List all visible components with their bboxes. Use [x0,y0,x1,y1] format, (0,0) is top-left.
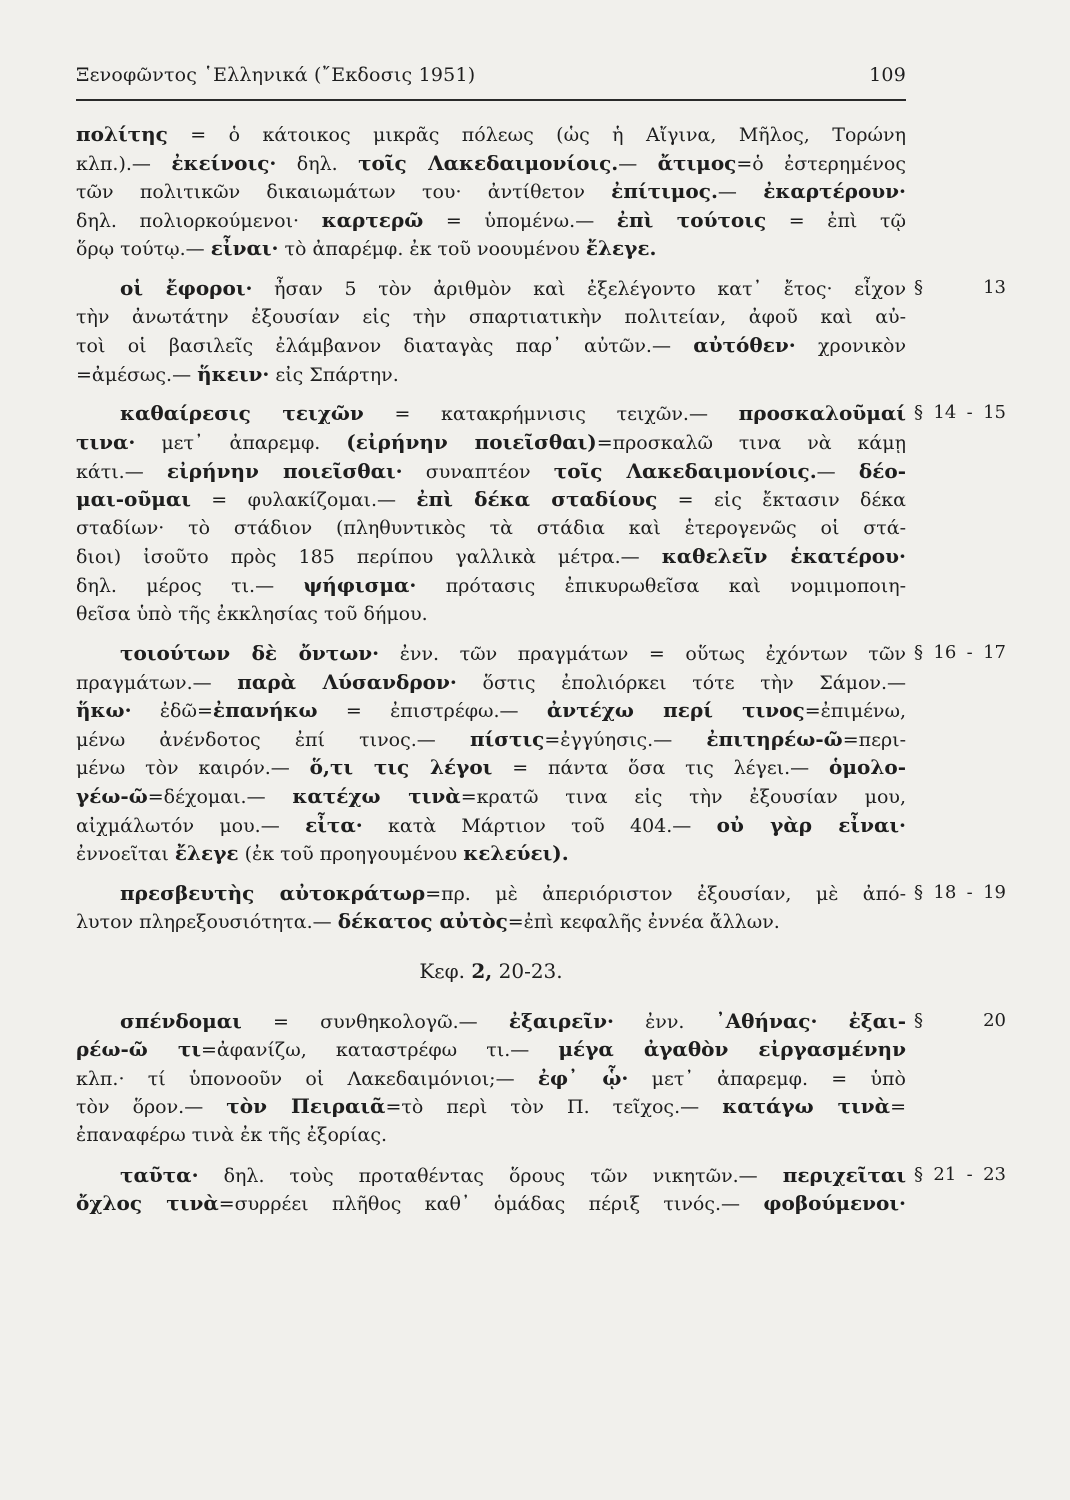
section-marker: § 20 [914,1009,1006,1031]
text-line [76,725,906,754]
text-line [76,753,906,782]
line-text: δηλ. πολιορκούμενοι· καρτερῶ = ὑπομένω.— ἐπὶ τούτοις = ἐπὶ τῷ [76,207,906,232]
header-rule [76,99,906,101]
section-marker: § 18 - 19 [914,881,1006,903]
chapter-heading [76,957,906,986]
line-text: καθαίρεσις τειχῶν = κατακρήμνισις τειχῶν.— προσκαλοῦμαί [120,401,906,426]
line-text: =ἀμέσως.— ἥκειν· εἰς Σπάρτην. [76,361,399,386]
section-marker: § 14 - 15 [914,402,1006,424]
line-text: διοι) ἰσοῦτο πρὸς 185 περίπου γαλλικὰ μέτρα.— καθελεῖν ἑκατέρου· [76,544,906,569]
text-line [76,457,906,486]
line-text: θεῖσα ὑπὸ τῆς ἐκκλησίας τοῦ δήμου. [76,602,428,625]
line-text: ἥκω· ἐδῶ=ἐπανήκω = ἐπιστρέφω.— ἀντέχω περί τινος=ἐπιμένω, [76,698,907,723]
text-line [76,331,906,360]
page-number: 109 [869,64,906,86]
line-text: τὴν ἀνωτάτην ἐξουσίαν εἰς τὴν σπαρτιατικὴν πολιτείαν, ἀφοῦ καὶ αὐ- [76,305,906,328]
text-line [76,485,906,514]
text-line [76,177,906,206]
line-text: πραγμάτων.— παρὰ Λύσανδρον· ὅστις ἐπολιόρκει τότε τὴν Σάμον.— [76,669,906,694]
section-marker: § 21 - 23 [914,1163,1006,1185]
text-line [76,1121,906,1150]
line-text: ταῦτα· δηλ. τοὺς προταθέντας ὅρους τῶν νικητῶν.— περιχεῖται [120,1162,906,1187]
running-header [76,64,906,86]
line-text: δηλ. μέρος τι.— ψήφισμα· πρότασις ἐπικυρωθεῖσα καὶ νομιμοποιη- [76,572,906,597]
text-line [76,639,1006,668]
line-text: οἱ ἔφοροι· ἦσαν 5 τὸν ἀριθμὸν καὶ ἐξελέγοντο κατ᾽ ἔτος· εἶχον [120,275,906,300]
text-line [76,696,906,725]
line-text: τοιούτων δὲ ὄντων· ἐνν. τῶν πραγμάτων = οὕτως ἐχόντων τῶν [120,641,906,666]
text-line [76,1189,906,1218]
text-line [76,811,906,840]
line-text: ἐννοεῖται ἔλεγε (ἐκ τοῦ προηγουμένου κελεύει). [76,841,569,866]
text-line [76,234,906,263]
text-line [76,399,1006,428]
line-text: ὄχλος τινὰ=συρρέει πλῆθος καθ᾽ ὁμάδας πέριξ τινός.— φοβούμενοι· [76,1191,906,1216]
line-text: μαι-οῦμαι = φυλακίζομαι.— ἐπὶ δέκα σταδίους = εἰς ἔκτασιν δέκα [76,487,906,512]
text-line [76,206,906,235]
text-line [76,879,1006,908]
line-text: κλπ.· τί ὑπονοοῦν οἱ Λακεδαιμόνιοι;— ἐφ᾽ ᾧ· μετ᾽ ἀπαρεμφ. = ὑπὸ [76,1065,906,1090]
line-text: μένω ἀνένδοτος ἐπί τινος.— πίστις=ἐγγύησις.— ἐπιτηρέω-ῶ=περι- [76,726,906,751]
text-line [76,360,906,389]
line-text: πολίτης = ὁ κάτοικος μικρᾶς πόλεως (ὡς ἡ Αἴγινα, Μῆλος, Τορώνη [76,122,906,146]
commentary-text [76,120,1006,1218]
line-text: ἐπαναφέρω τινὰ ἐκ τῆς ἐξορίας. [76,1124,388,1146]
text-line [76,428,906,457]
text-line [76,571,906,600]
running-title: Ξενοφῶντος ῾Ελληνικά (῎Εκδοσις 1951) [76,64,476,86]
text-line [76,1035,906,1064]
line-text: πρεσβευτὴς αὐτοκράτωρ=πρ. μὲ ἀπεριόριστον ἐξουσίαν, μὲ ἀπό- [120,880,906,905]
text-line [76,542,906,571]
line-text: τῶν πολιτικῶν δικαιωμάτων του· ἀντίθετον ἐπίτιμος.— ἐκαρτέρουν· [76,179,906,204]
line-text: κλπ.).— ἐκείνοις· δηλ. τοῖς Λακεδαιμονίοις.— ἄτιμος=ὁ ἐστερημένος [76,150,907,175]
text-line [76,1161,1006,1190]
line-text: γέω-ῶ=δέχομαι.— κατέχω τινὰ=κρατῶ τινα εἰς τὴν ἐξουσίαν μου, [76,784,906,809]
text-line [76,120,906,149]
text-line [76,907,906,936]
text-line [76,839,906,868]
line-text: σπένδομαι = συνθηκολογῶ.— ἐξαιρεῖν· ἐνν. ᾽Αθήνας· ἐξαι- [120,1008,906,1033]
section-marker: § 13 [914,276,1006,298]
line-text: τινα· μετ᾽ ἀπαρεμφ. (εἰρήνην ποιεῖσθαι)=προσκαλῶ τινα νὰ κάμῃ [76,429,906,454]
text-line [76,303,906,332]
text-line [76,274,1006,303]
text-line [76,1007,1006,1036]
text-line [76,1092,906,1121]
line-text: τὸν ὅρον.— τὸν Πειραιᾶ=τὸ περὶ τὸν Π. τεῖχος.— κατάγω τινὰ= [76,1094,906,1119]
text-line [76,600,906,629]
text-line [76,1064,906,1093]
text-line [76,782,906,811]
text-line [76,149,906,178]
text-line [76,514,906,543]
text-line [76,668,906,697]
line-text: Κεφ. 2, 20-23. [419,959,563,984]
line-text: σταδίων· τὸ στάδιον (πληθυντικὸς τὰ στάδια καὶ ἑτερογενῶς οἱ στά- [76,516,906,539]
line-text: κάτι.— εἰρήνην ποιεῖσθαι· συναπτέον τοῖς Λακεδαιμονίοις.— δέο- [76,458,907,483]
line-text: ρέω-ῶ τι=ἀφανίζω, καταστρέφω τι.— μέγα ἀγαθὸν εἰργασμένην [76,1037,906,1062]
line-text: τοὶ οἱ βασιλεῖς ἐλάμβανον διαταγὰς παρ᾽ αὐτῶν.— αὐτόθεν· χρονικὸν [76,333,906,358]
line-text: λυτον πληρεξουσιότητα.— δέκατος αὐτὸς=ἐπὶ κεφαλῆς ἐννέα ἄλλων. [76,909,780,934]
line-text: ὅρῳ τούτῳ.— εἶναι· τὸ ἀπαρέμφ. ἐκ τοῦ νοουμένου ἔλεγε. [76,236,657,261]
section-marker: § 16 - 17 [914,642,1006,664]
line-text: μένω τὸν καιρόν.— ὅ,τι τις λέγοι = πάντα ὅσα τις λέγει.— ὁμολο- [76,755,906,780]
line-text: αἰχμάλωτόν μου.— εἶτα· κατὰ Μάρτιον τοῦ 404.— οὐ γὰρ εἶναι· [76,812,907,837]
